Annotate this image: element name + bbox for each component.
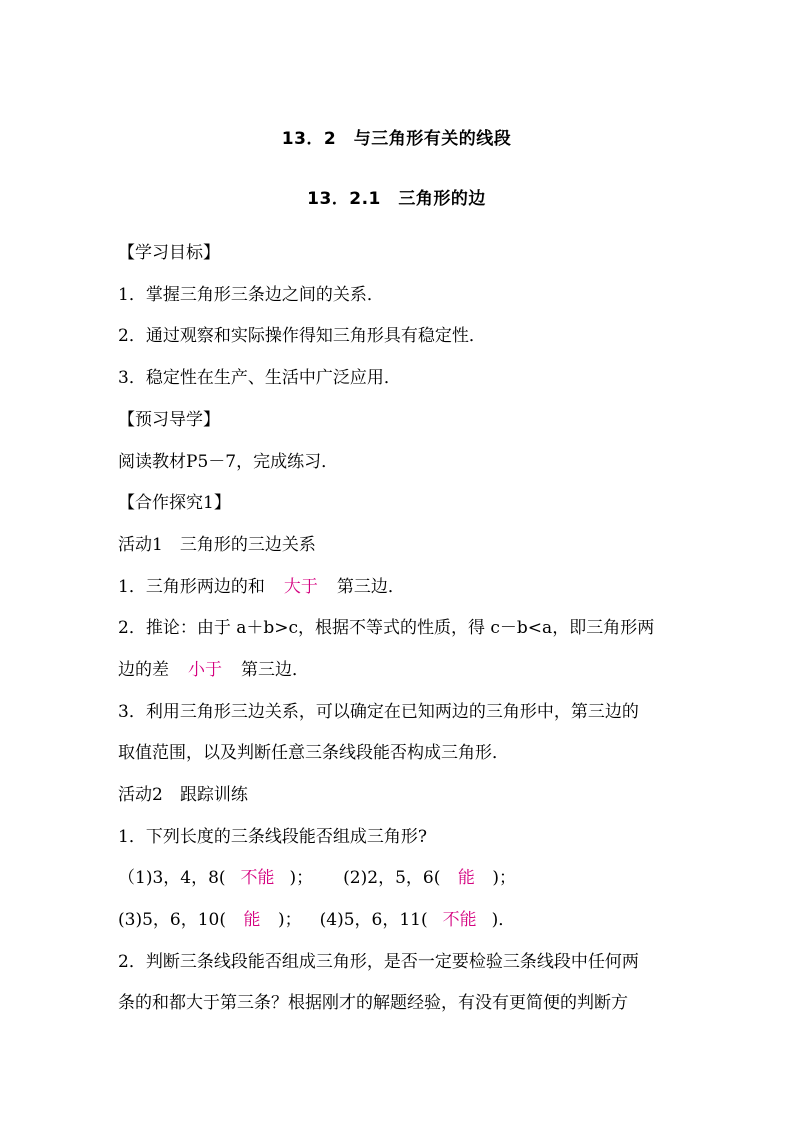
activity1-item-2-line1: 2．推论：由于 a＋b>c，根据不等式的性质，得 c－b<a，即三角形两 <box>118 618 655 638</box>
section-preview-heading: 【预习导学】 <box>118 410 220 430</box>
a1-item2-answer: 小于 <box>188 660 222 680</box>
q4-answer: 不能 <box>442 910 477 930</box>
q4-prefix: (4)5，6，11( <box>319 910 428 930</box>
sub-title: 13．2.1 三角形的边 <box>307 189 486 209</box>
activity1-title: 活动1 三角形的三边关系 <box>118 535 316 555</box>
section-goals-heading: 【学习目标】 <box>118 243 220 263</box>
activity1-item-2-line2 <box>118 658 688 682</box>
a1-item2-suffix: 第三边． <box>241 660 309 680</box>
goal-item-3: 3．稳定性在生产、生活中广泛应用． <box>118 368 401 388</box>
q4-suffix: )． <box>491 910 516 930</box>
q2-answer: 能 <box>457 868 475 888</box>
q3-prefix: (3)5，6，10( <box>118 910 226 930</box>
exercise-row-1 <box>118 866 688 890</box>
q2-suffix: )； <box>492 868 516 888</box>
a1-item1-suffix: 第三边． <box>336 577 405 597</box>
section-explore-heading: 【合作探究1】 <box>118 493 231 513</box>
goal-item-2: 2．通过观察和实际操作得知三角形具有稳定性． <box>118 326 486 346</box>
a1-item1-prefix: 1．三角形两边的和 <box>118 577 265 597</box>
goal-item-1: 1．掌握三角形三条边之间的关系． <box>118 285 384 305</box>
activity2-item-2-line2: 条的和都大于第三条？根据刚才的解题经验，有没有更简便的判断方 <box>118 993 628 1013</box>
activity1-item-3-line2: 取值范围，以及判断任意三条线段能否构成三角形． <box>118 743 509 763</box>
q2-prefix: (2)2，5，6( <box>343 868 441 888</box>
activity2-item-2-line1: 2．判断三条线段能否组成三角形，是否一定要检验三条线段中任何两 <box>118 952 639 972</box>
activity2-item-1: 1．下列长度的三条线段能否组成三角形? <box>118 827 427 847</box>
activity2-title: 活动2 跟踪训练 <box>118 785 248 805</box>
a1-item2-prefix: 边的差 <box>118 660 169 680</box>
preview-text: 阅读教材P5－7，完成练习． <box>118 452 339 472</box>
activity1-item-3-line1: 3．利用三角形三边关系，可以确定在已知两边的三角形中，第三边的 <box>118 702 639 722</box>
q1-answer: 不能 <box>240 868 275 888</box>
q3-answer: 能 <box>243 910 261 930</box>
q1-prefix: （1)3，4，8( <box>118 868 226 888</box>
exercise-row-2 <box>118 908 688 932</box>
activity1-item-1 <box>118 575 688 599</box>
q3-suffix: )； <box>277 910 302 930</box>
a1-item1-answer: 大于 <box>283 577 318 597</box>
main-title: 13．2 与三角形有关的线段 <box>281 129 512 149</box>
q1-suffix: )； <box>289 868 314 888</box>
